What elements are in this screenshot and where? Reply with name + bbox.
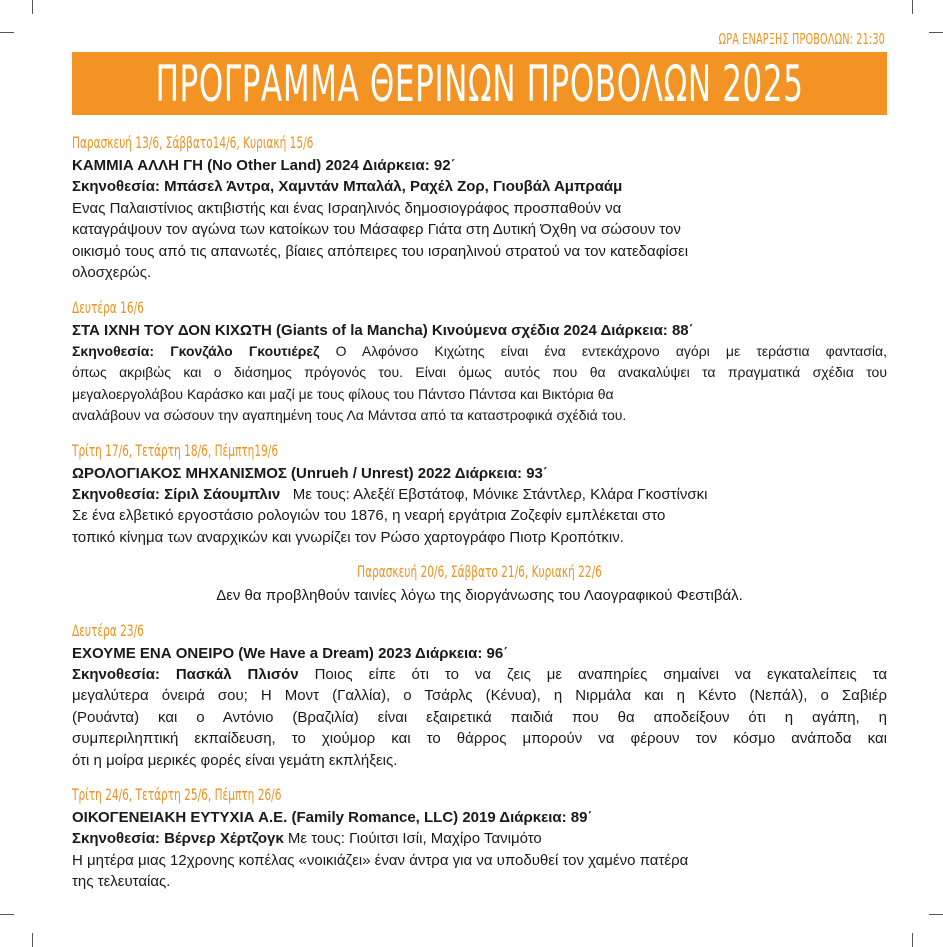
film-title: ΕΧΟΥΜΕ ΕΝΑ ΟΝΕΙΡΟ (We Have a Dream) 2023 Διάρκεια: 96΄	[72, 644, 509, 662]
director-line	[72, 828, 887, 850]
description-line: συμπεριληπτική εκπαίδευση, το χιούμορ και το θάρρος μπορούν να φέρουν τον κόσμο ανάποδα και	[72, 730, 887, 747]
screening-section	[72, 133, 887, 284]
director-line	[72, 484, 887, 506]
film-title: ΚΑΜΜΙΑ ΑΛΛΗ ΓΗ (No Other Land) 2024 Διάρκεια: 92΄	[72, 157, 456, 174]
description-line: ολοσχερώς.	[72, 264, 152, 281]
description-line: Ενας Παλαιστίνιος ακτιβιστής και ένας Ισραηλινός δημοσιογράφος προσπαθούν να	[72, 199, 622, 217]
description-line: αναλάβουν να σώσουν την αγαπημένη τους Λα Μάντσα από τα καταστροφικά σχέδιά του.	[72, 407, 627, 423]
crop-mark-bottom-right-h	[929, 914, 943, 915]
title-banner	[72, 52, 887, 115]
cast-list: Με τους: Αλεξέϊ Εβστάτοφ, Μόνικε Στάντλερ, Κλάρα Γκοστίνσκι	[292, 485, 708, 503]
banner-title: ΠΡΟΓΡΑΜΜΑ ΘΕΡΙΝΩΝ ΠΡΟΒΟΛΩΝ 2025	[155, 54, 804, 113]
description-line: μεγαλύτερα όνειρά σου; Η Μοντ (Γαλλία), ο Τσάρλς (Κένυα), η Νιρμάλα και η Κέντο (Νεπάλ), ο Σαβιέρ	[72, 687, 887, 704]
film-title: ΟΙΚΟΓΕΝΕΙΑΚΗ ΕΥΤΥΧΙΑ Α.Ε. (Family Romance, LLC) 2019 Διάρκεια: 89΄	[72, 809, 593, 826]
screening-dates: Δευτέρα 23/6	[72, 620, 144, 640]
film-description	[72, 850, 887, 893]
description-line: Σε ένα ελβετικό εργοστάσιο ρολογιών του 1876, η νεαρή εργάτρια Ζοζεφίν εμπλέκεται στο	[72, 507, 666, 524]
director-names: Σίριλ Σάουμπλιν	[164, 485, 281, 503]
description-text: Ο Αλφόνσο Κιχώτης είναι ένα εντεκάχρονο αγόρι με τεράστια φαντασία,	[335, 342, 888, 359]
description-line: καταγράψουν τον αγώνα των κατοίκων του Μάσαφερ Γιάτα στη Δυτική Όχθη να σώσουν τον	[72, 221, 681, 238]
film-description	[72, 505, 887, 548]
crop-mark-top-right-h	[929, 32, 943, 33]
film-title: ΣΤΑ ΙΧΝΗ ΤΟΥ ΔΟΝ ΚΙΧΩΤΗ (Giants of la Mancha) Κινούμενα σχέδια 2024 Διάρκεια: 88΄	[72, 321, 694, 339]
director-names: Μπάσελ Άντρα, Χαμντάν Μπαλάλ, Ραχέλ Ζορ, Γιουβάλ Αμπραάμ	[164, 178, 623, 195]
no-screening-notice: Δεν θα προβληθούν ταινίες λόγω της διοργάνωσης του Λαογραφικού Φεστιβάλ.	[216, 587, 743, 604]
description-line	[72, 664, 887, 686]
crop-mark-bottom-right	[912, 933, 913, 947]
crop-mark-top-right	[912, 0, 913, 14]
screening-section	[72, 785, 887, 893]
screening-dates: Παρασκευή 13/6, Σάββατο14/6, Κυριακή 15/6	[72, 133, 314, 152]
film-title: ΩΡΟΛΟΓΙΑΚΟΣ ΜΗΧΑΝΙΣΜΟΣ (Unrueh / Unrest) 2022 Διάρκεια: 93΄	[72, 464, 548, 482]
crop-mark-bottom-left-h	[0, 914, 14, 915]
screening-dates: Δευτέρα 16/6	[72, 297, 144, 317]
screening-dates: Τρίτη 24/6, Τετάρτη 25/6, Πέμπτη 26/6	[72, 785, 282, 804]
description-line	[72, 341, 887, 363]
director-label: Σκηνοθεσία:	[72, 665, 160, 683]
director-label: Σκηνοθεσία:	[72, 342, 155, 359]
description-line: Η μητέρα μιας 12χρονης κοπέλας «νοικιάζει» έναν άντρα για να υποδυθεί τον χαμένο πατέρα	[72, 851, 689, 869]
film-description	[72, 664, 887, 772]
crop-mark-top-left-h	[0, 32, 14, 33]
director-names: Βέρνερ Χέρτζογκ	[164, 830, 284, 847]
crop-mark-top-left	[32, 0, 33, 14]
film-description	[72, 341, 887, 427]
screening-section	[72, 441, 887, 549]
description-text: Ποιος είπε ότι το να ζεις με αναπηρίες σημαίνει να εγκαταλείπεις τα	[314, 665, 887, 683]
director-label: Σκηνοθεσία:	[72, 178, 160, 195]
screening-section	[72, 298, 887, 427]
description-line: τοπικό κίνημα των αναρχικών και γνωρίζει τον Ρώσο χαρτογράφο Πιοτρ Κροπότκιν.	[72, 528, 624, 546]
director-label: Σκηνοθεσία:	[72, 830, 160, 847]
director-line	[72, 176, 887, 198]
description-line: της τελευταίας.	[72, 873, 171, 890]
program-content	[72, 133, 887, 907]
crop-mark-bottom-left	[32, 933, 33, 947]
no-screening-section	[72, 562, 887, 607]
screening-section	[72, 621, 887, 772]
director-names: Γκονζάλο Γκουτιέρεζ	[170, 342, 320, 359]
screening-dates: Τρίτη 17/6, Τετάρτη 18/6, Πέμπτη19/6	[72, 440, 279, 460]
cast-list: Με τους: Γιούιτσι Ισίι, Μαχίρο Τανιμότο	[287, 830, 542, 847]
description-line: οικισμό τους από τις απανωτές, βίαιες απόπειρες του ισραηλινού στρατού να τον κατεδαφίσει	[72, 242, 689, 260]
film-description	[72, 198, 887, 284]
description-line: ότι η μοίρα μερικές φορές είναι γεμάτη εκπλήξεις.	[72, 751, 398, 769]
start-time-label: ΩΡΑ ΕΝΑΡΞΗΣ ΠΡΟΒΟΛΩΝ: 21:30	[718, 30, 885, 48]
screening-dates: Παρασκευή 20/6, Σάββατο 21/6, Κυριακή 22/6	[357, 562, 602, 581]
director-names: Πασκάλ Πλισόν	[175, 665, 299, 683]
description-line: όπως ακριβώς και ο διάσημος πρόγονός του. Είναι όμως αυτός που θα ανακαλύψει τα πραγματικά σχέδια του	[72, 364, 887, 380]
description-line: (Ρουάντα) και ο Αντόνιο (Βραζιλία) είναι εξαιρετικά παιδιά που θα αποδείξουν ότι η αγάπη, η	[72, 708, 887, 726]
description-line: μεγαλοεργολάβου Καράσκο και μαζί με τους φίλους του Πάντσο Πάντσα και Βικτόρια θα	[72, 385, 614, 402]
director-label: Σκηνοθεσία:	[72, 485, 160, 503]
